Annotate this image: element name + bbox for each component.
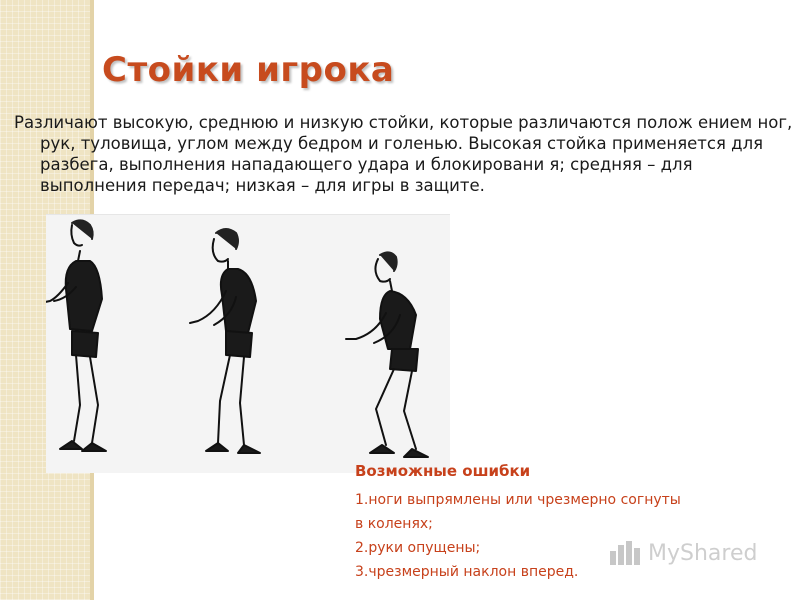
high-stance-figure xyxy=(46,220,106,451)
error-item: 2.руки опущены; xyxy=(355,540,481,556)
error-item: 1.ноги выпрямлены или чрезмерно согнуты xyxy=(355,492,681,508)
error-item: 3.чрезмерный наклон вперед. xyxy=(355,564,579,580)
low-stance-figure xyxy=(346,252,428,457)
error-item: в коленях; xyxy=(355,516,433,532)
three-player-stances-illustration xyxy=(46,215,450,473)
medium-stance-figure xyxy=(190,229,260,453)
slide-body-text: Различают высокую, среднюю и низкую стойки, которые различаются полож ением ног, рук, туловища, углом между бедром и голенью. Высокая стойка применяется для разбега, выполнения нападающего удара и блокировани я; средняя – для выполнения передач; низкая – для игры в защите. xyxy=(14,113,793,195)
myshared-watermark xyxy=(608,538,757,568)
watermark-text: MyShared xyxy=(648,540,758,566)
stances-illustration xyxy=(46,214,450,473)
myshared-logo-icon xyxy=(608,539,642,567)
possible-errors-title: Возможные ошибки xyxy=(355,462,531,480)
slide-title: Стойки игрока xyxy=(102,50,395,90)
